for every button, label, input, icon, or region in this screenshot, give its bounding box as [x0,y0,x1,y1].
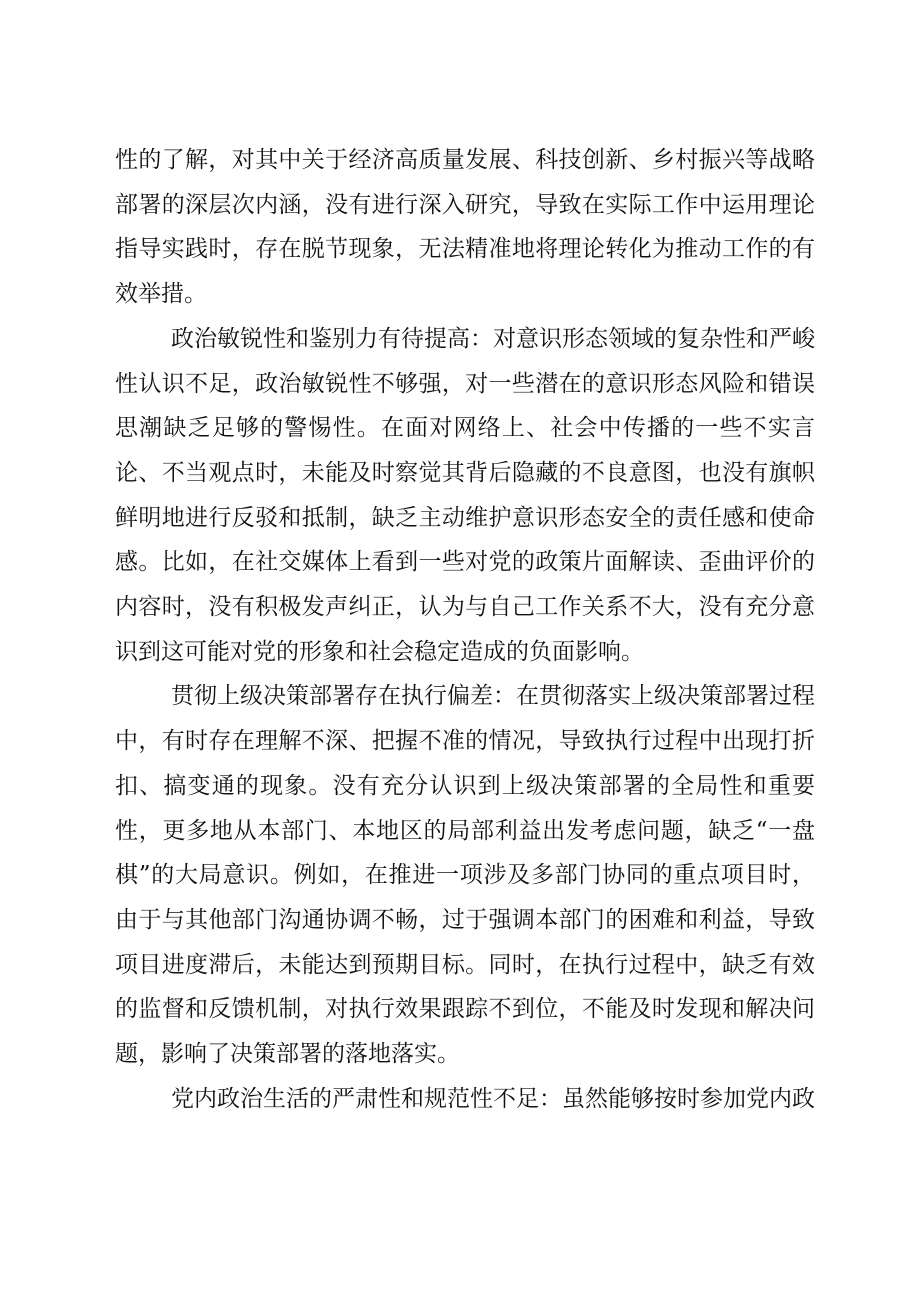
paragraph-2: 政治敏锐性和鉴别力有待提高：对意识形态领域的复杂性和严峻性认识不足，政治敏锐性不够强，对一些潜在的意识形态风险和错误思潮缺乏足够的警惕性。在面对网络上、社会中传播的一些不实言论、不当观点时，未能及时察觉其背后隐藏的不良意图，也没有旗帜鲜明地进行反驳和抵制，缺乏主动维护意识形态安全的责任感和使命感。比如，在社交媒体上看到一些对党的政策片面解读、歪曲评价的内容时，没有积极发声纠正，认为与自己工作关系不大，没有充分意识到这可能对党的形象和社会稳定造成的负面影响。 [115,325,815,665]
document-body [115,138,815,1121]
paragraph-1: 性的了解，对其中关于经济高质量发展、科技创新、乡村振兴等战略部署的深层次内涵，没有进行深入研究，导致在实际工作中运用理论指导实践时，存在脱节现象，无法精准地将理论转化为推动工作的有效举措。 [115,147,815,308]
paragraph-3: 贯彻上级决策部署存在执行偏差：在贯彻落实上级决策部署过程中，有时存在理解不深、把握不准的情况，导致执行过程中出现打折扣、搞变通的现象。没有充分认识到上级决策部署的全局性和重要性，更多地从本部门、本地区的局部利益出发考虑问题，缺乏“一盘棋”的大局意识。例如，在推进一项涉及多部门协同的重点项目时，由于与其他部门沟通协调不畅，过于强调本部门的困难和利益，导致项目进度滞后，未能达到预期目标。同时，在执行过程中，缺乏有效的监督和反馈机制，对执行效果跟踪不到位，不能及时发现和解决问题，影响了决策部署的落地落实。 [115,683,815,1068]
paragraph-4: 党内政治生活的严肃性和规范性不足：虽然能够按时参加党内政 [171,1085,815,1112]
